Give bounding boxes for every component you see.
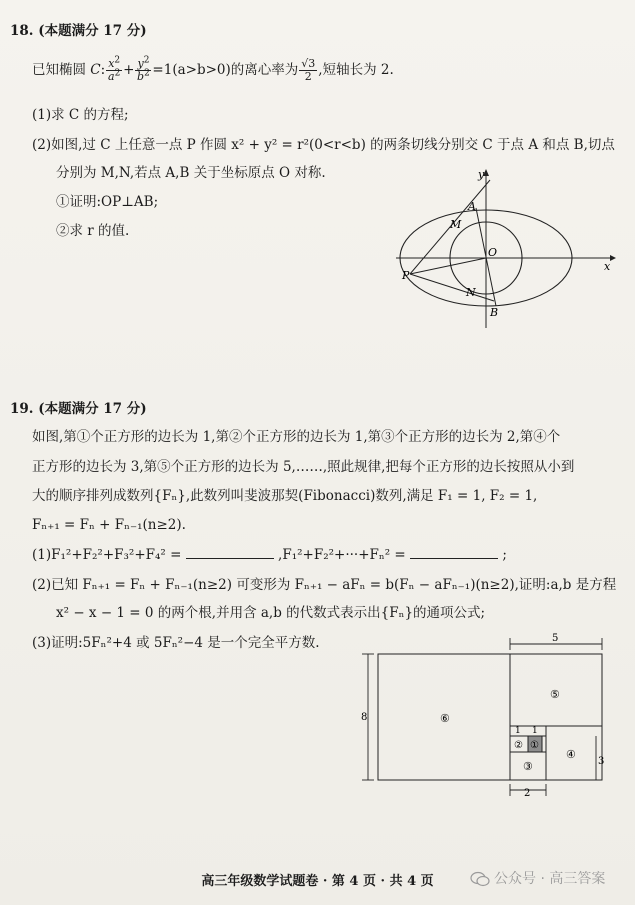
label-y: y: [478, 168, 485, 181]
square-3-label: ③: [523, 760, 533, 773]
dim-bottom-label: 2: [524, 788, 531, 799]
wechat-icon: [470, 871, 490, 887]
square-4-label: ④: [566, 748, 576, 761]
q19-line4: Fₙ₊₁ = Fₙ + Fₙ₋₁(n≥2).: [32, 517, 186, 533]
q18-stem: 已知椭圆 C: $\frac{x^2}{a^2}$ + $\frac{y^2}{b^2}$ =1(a>b>0)的离心率为 $\frac{√3}{2}$ ,短轴长为 2.: [32, 55, 394, 83]
q18-frac3-num: √3: [301, 57, 316, 70]
q18-part2-line1: (2)如图,过 C 上任意一点 P 作圆 x² + y² = r²(0<r<b) 的两条切线分别交 C 于点 A 和点 B,切点: [32, 137, 615, 153]
outer-rect: [378, 654, 605, 780]
q19-line3: 大的顺序排列成数列{Fₙ},此数列叫斐波那契(Fibonacci)数列,满足 F₁ = 1, F₂ = 1,: [32, 488, 538, 504]
label-n: N: [466, 286, 476, 299]
q18-part1: (1)求 C 的方程;: [32, 107, 129, 123]
watermark: [470, 868, 605, 888]
q18-figure: [390, 166, 620, 332]
q19-part1: [32, 546, 507, 564]
q19-part2-line2: x² − x − 1 = 0 的两个根,并用含 a,b 的代数式表示出{Fₙ}的通项公式;: [56, 605, 486, 621]
q18-stem-suffix: ,短轴长为 2.: [318, 62, 394, 78]
label-m: M: [450, 218, 462, 231]
q18-frac-x: $\frac{x^2}{a^2}$: [108, 55, 121, 83]
dim-left-label: 8: [361, 712, 368, 723]
label-b: B: [490, 306, 499, 319]
label-a: A: [468, 200, 476, 213]
q19-number: 19.: [10, 401, 34, 417]
q19-part1-a: (1)F₁²+F₂²+F₃²+F₄² =: [32, 547, 182, 563]
square-1-label: ①: [530, 740, 539, 751]
q19-part2-line1: (2)已知 Fₙ₊₁ = Fₙ + Fₙ₋₁(n≥2) 可变形为 Fₙ₊₁ − aFₙ = b(Fₙ − aFₙ₋₁)(n≥2),证明:a,b 是方程: [32, 577, 617, 593]
answer-blank-1[interactable]: [186, 546, 274, 559]
q19-header: [10, 400, 147, 418]
dim-top-label: 5: [552, 633, 559, 644]
dim-small-1: 1: [515, 726, 521, 736]
q18-stem-c: C: [90, 62, 101, 78]
q19-line2: 正方形的边长为 3,第⑤个正方形的边长为 5,……,照此规律,把每个正方形的边长按照从小到: [32, 459, 575, 475]
tangent-line-pb: [410, 274, 494, 301]
q18-sub1: ①证明:OP⊥AB;: [56, 194, 159, 210]
q18-stem-eq: =1(a>b>0)的离心率为: [152, 62, 299, 78]
q19-figure: [358, 632, 614, 800]
q19-part1-c: ;: [502, 547, 507, 563]
q18-frac-y: $\frac{y^2}{b^2}$: [137, 55, 150, 83]
dim-small-2: 1: [532, 726, 538, 736]
q18-frac1-den: a: [108, 70, 115, 83]
q18-frac-e: [299, 58, 317, 83]
q18-part2-line2: 分别为 M,N,若点 A,B 关于坐标原点 O 对称.: [56, 165, 326, 181]
watermark-text: 公众号 · 高三答案: [494, 871, 606, 887]
x-axis-arrow: [610, 255, 616, 261]
q18-stem-prefix: 已知椭圆: [32, 62, 86, 78]
q19-line1: 如图,第①个正方形的边长为 1,第②个正方形的边长为 1,第③个正方形的边长为 2,第④个: [32, 429, 561, 445]
q18-sub2: ②求 r 的值.: [56, 223, 130, 239]
q18-header: [10, 22, 147, 40]
q19-part1-b: ,F₁²+F₂²+···+Fₙ² =: [278, 547, 406, 563]
square-2-label: ②: [514, 740, 523, 751]
label-p: P: [402, 269, 410, 282]
page-footer: 高三年级数学试题卷 · 第 4 页 · 共 4 页: [201, 874, 434, 889]
q18-frac1-num: x: [108, 57, 115, 70]
q18-frac3-den: 2: [304, 70, 312, 83]
q19-score: (本题满分 17 分): [38, 401, 147, 417]
label-x: x: [604, 260, 611, 273]
q18-score: (本题满分 17 分): [38, 23, 147, 39]
square-5-label: ⑤: [550, 688, 560, 701]
q18-frac2-den: b: [137, 70, 145, 83]
square-6-label: ⑥: [440, 712, 450, 725]
q18-number: 18.: [10, 23, 34, 39]
q18-frac2-num: y: [137, 57, 144, 70]
dim-right-label: 3: [598, 756, 605, 767]
q19-part3: (3)证明:5Fₙ²+4 或 5Fₙ²−4 是一个完全平方数.: [32, 635, 320, 651]
answer-blank-2[interactable]: [410, 546, 498, 559]
label-o: O: [488, 246, 498, 259]
